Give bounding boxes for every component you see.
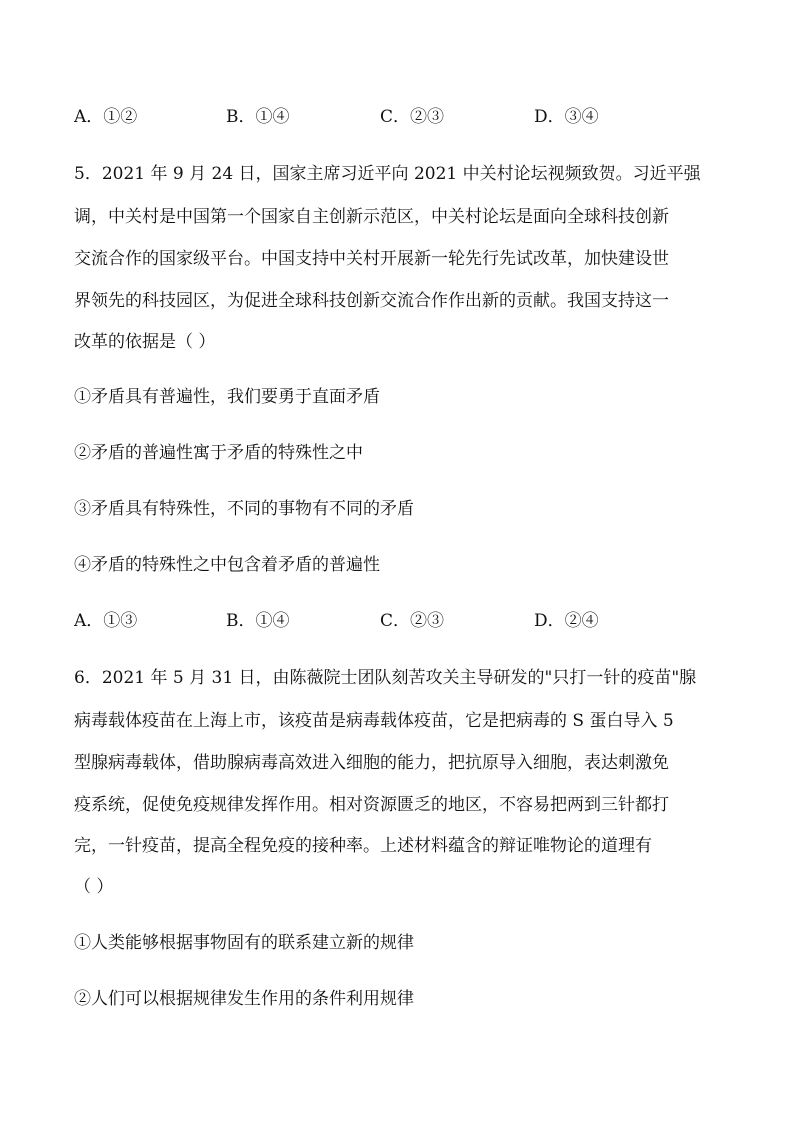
option-b: B．①④ bbox=[226, 611, 290, 631]
option-b: B．①④ bbox=[226, 107, 290, 127]
q6-stem-line: 型腺病毒载体，借助腺病毒高效进入细胞的能力，把抗原导入细胞，表达刺激免 bbox=[74, 753, 669, 773]
option-c: C．②③ bbox=[380, 107, 445, 127]
q6-statement-2: ②人们可以根据规律发生作用的条件利用规律 bbox=[74, 989, 414, 1009]
q5-statement-2: ②矛盾的普遍性寓于矛盾的特殊性之中 bbox=[74, 443, 363, 463]
q5-stem-line: 界领先的科技园区，为促进全球科技创新交流合作作出新的贡献。我国支持这一 bbox=[74, 291, 669, 311]
q6-stem-line: 病毒载体疫苗在上海上市，该疫苗是病毒载体疫苗，它是把病毒的 S 蛋白导入 5 bbox=[74, 711, 674, 731]
q5-statement-1: ①矛盾具有普遍性，我们要勇于直面矛盾 bbox=[74, 387, 380, 407]
q6-statement-1: ①人类能够根据事物固有的联系建立新的规律 bbox=[74, 933, 414, 953]
q5-stem-line: 改革的依据是（ ） bbox=[74, 332, 216, 352]
option-a: A．①② bbox=[74, 107, 138, 127]
q6-stem-line: （ ） bbox=[74, 877, 114, 897]
q5-statement-3: ③矛盾具有特殊性，不同的事物有不同的矛盾 bbox=[74, 499, 414, 519]
q5-stem-line: 调，中关村是中国第一个国家自主创新示范区，中关村论坛是面向全球科技创新 bbox=[74, 207, 669, 227]
option-d: D．③④ bbox=[534, 107, 599, 127]
q5-stem-line: 交流合作的国家级平台。中国支持中关村开展新一轮先行先试改革，加快建设世 bbox=[74, 249, 669, 269]
q5-statement-4: ④矛盾的特殊性之中包含着矛盾的普遍性 bbox=[74, 555, 380, 575]
q6-stem-line: 6．2021 年 5 月 31 日，由陈薇院士团队刻苦攻关主导研发的"只打一针的疫苗"腺 bbox=[74, 668, 697, 688]
option-a: A．①③ bbox=[74, 611, 138, 631]
option-d: D．②④ bbox=[534, 611, 599, 631]
q6-stem-line: 完，一针疫苗，提高全程免疫的接种率。上述材料蕴含的辩证唯物论的道理有 bbox=[74, 836, 652, 856]
option-c: C．②③ bbox=[380, 611, 445, 631]
q5-stem-line: 5．2021 年 9 月 24 日，国家主席习近平向 2021 中关村论坛视频致贺。习近平强 bbox=[74, 164, 701, 184]
q6-stem-line: 疫系统，促使免疫规律发挥作用。相对资源匮乏的地区，不容易把两到三针都打 bbox=[74, 795, 669, 815]
